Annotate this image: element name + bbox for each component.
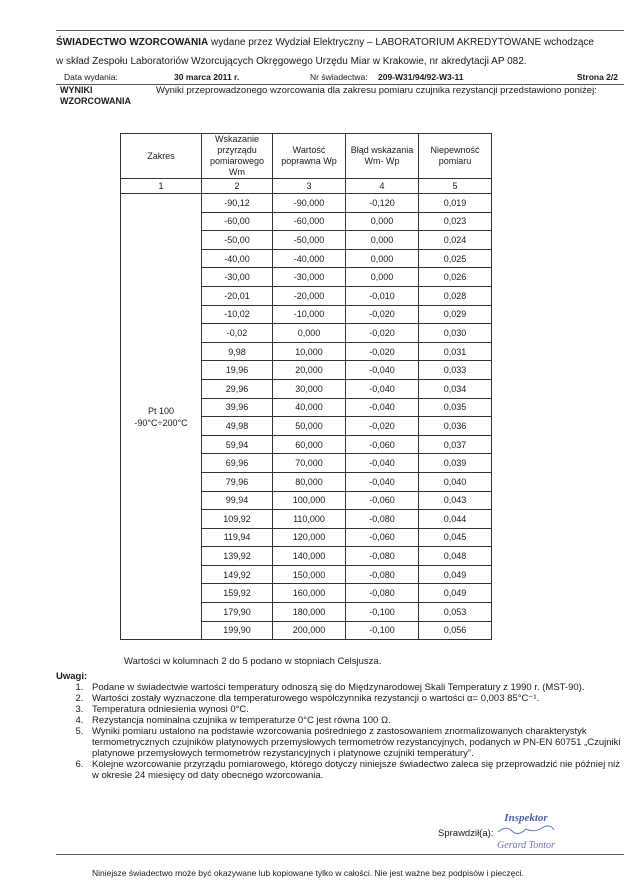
table-cell: -0,080 [346,584,419,603]
table-cell: 0,030 [419,324,492,343]
table-cell: -0,020 [346,324,419,343]
table-cell: 0,000 [346,249,419,268]
header-line-1-text: wydane przez Wydział Elektryczny – LABORATORIUM AKREDYTOWANE wchodzące [208,37,594,48]
table-cell: -40,000 [273,249,346,268]
table-cell: -40,00 [202,249,273,268]
table-cell: -0,020 [346,305,419,324]
table-cell: 99,94 [202,491,273,510]
table-header-row [121,134,492,179]
table-cell: 80,000 [273,472,346,491]
header-line-1 [56,36,594,49]
table-cell: -20,01 [202,286,273,305]
results-label [60,85,131,107]
table-cell: 30,000 [273,379,346,398]
table-column-numbers-row [121,179,492,194]
table-cell: 0,044 [419,510,492,529]
note-item: 2. Wartości zostały wyznaczone dla temperaturowego współczynnika rezystancji o wartości α= 0,003 85°C⁻¹. [86,693,624,704]
units-note: Wartości w kolumnach 2 do 5 podano w stopniach Celsjusza. [124,656,382,667]
results-intro: Wyniki przeprowadzonego wzorcowania dla zakresu pomiaru czujnika rezystancji przedstawiono poniżej: [156,85,597,96]
table-cell: 0,024 [419,231,492,250]
table-cell: 79,96 [202,472,273,491]
footer-rule [56,854,624,855]
table-cell: 19,96 [202,361,273,380]
table-cell: 60,000 [273,435,346,454]
note-item: 4. Rezystancja nominalna czujnika w temperaturze 0°C jest równa 100 Ω. [86,715,624,726]
note-item: 1. Podane w świadectwie wartości temperatury odnoszą się do Międzynarodowej Skali Temperatury z 1990 r. (MST-90). [86,682,624,693]
table-cell: -0,080 [346,547,419,566]
table-cell: 29,96 [202,379,273,398]
table-cell: -30,000 [273,268,346,287]
table-cell: 149,92 [202,565,273,584]
column-number: 5 [419,179,492,194]
table-cell: 119,94 [202,528,273,547]
table-cell: 0,033 [419,361,492,380]
table-cell: 0,000 [273,324,346,343]
table-cell: 69,96 [202,454,273,473]
inspector-stamp [496,812,556,852]
table-cell: 199,90 [202,621,273,640]
table-cell: 100,000 [273,491,346,510]
table-cell: 50,000 [273,417,346,436]
table-cell: 70,000 [273,454,346,473]
table-cell: 139,92 [202,547,273,566]
table-cell: 109,92 [202,510,273,529]
table-cell: 200,000 [273,621,346,640]
table-cell: 140,000 [273,547,346,566]
table-cell: 0,049 [419,565,492,584]
table-cell: -60,000 [273,212,346,231]
table-cell: 0,043 [419,491,492,510]
table-cell: -10,02 [202,305,273,324]
column-number: 2 [202,179,273,194]
table-cell: 49,98 [202,417,273,436]
table-cell: 40,000 [273,398,346,417]
table-cell: 0,049 [419,584,492,603]
table-cell: 0,000 [346,212,419,231]
table-cell: 120,000 [273,528,346,547]
table-cell: -0,040 [346,379,419,398]
table-cell: 0,031 [419,342,492,361]
footer-text: Niniejsze świadectwo może być okazywane lub kopiowane tylko w całości. Nie jest ważne bez podpisów i pieczęci. [92,868,524,878]
issue-date-label: Data wydania: [64,72,118,82]
column-number: 3 [273,179,346,194]
table-cell: -90,000 [273,194,346,213]
handwritten-signature-icon [496,825,556,835]
note-item: 3. Temperatura odniesienia wynosi 0°C. [86,704,624,715]
table-cell: 0,045 [419,528,492,547]
table-cell: 0,040 [419,472,492,491]
table-cell: 0,000 [346,268,419,287]
table-cell: 179,90 [202,603,273,622]
results-label-line-2: WZORCOWANIA [60,96,131,106]
table-cell: -30,00 [202,268,273,287]
table-cell: -90,12 [202,194,273,213]
table-cell: 0,056 [419,621,492,640]
column-number: 1 [121,179,202,194]
table-cell: 159,92 [202,584,273,603]
table-cell: 0,019 [419,194,492,213]
header-cell: Zakres [121,134,202,179]
table-cell: 10,000 [273,342,346,361]
table-cell: -0,060 [346,491,419,510]
stamp-name: Gerard Tontor [497,840,555,851]
table-cell: 0,039 [419,454,492,473]
table-cell: -50,000 [273,231,346,250]
table-cell: -0,080 [346,510,419,529]
table-cell: -0,020 [346,342,419,361]
page-number: Strona 2/2 [576,72,618,82]
table-cell: 20,000 [273,361,346,380]
table-cell: 160,000 [273,584,346,603]
column-number: 4 [346,179,419,194]
table-cell: -0,120 [346,194,419,213]
table-cell: -10,000 [273,305,346,324]
header-top-rule [56,30,624,31]
table-cell: 0,028 [419,286,492,305]
table-cell: -0,040 [346,398,419,417]
table-cell: 59,94 [202,435,273,454]
notes-list [56,682,624,781]
table-cell: 0,029 [419,305,492,324]
table-cell: -0,020 [346,417,419,436]
results-label-line-1: WYNIKI [60,85,93,95]
table-cell: -50,00 [202,231,273,250]
header-cell: Wskazanie przyrządu pomiarowego Wm [202,134,273,179]
results-table [120,133,492,640]
table-cell: -0,010 [346,286,419,305]
certificate-title: ŚWIADECTWO WZORCOWANIA [56,37,209,48]
table-cell: 0,026 [419,268,492,287]
table-cell: 180,000 [273,603,346,622]
table-cell: -0,040 [346,454,419,473]
range-span: -90°C÷200°C [134,417,188,428]
table-cell: 0,025 [419,249,492,268]
table-cell: -0,060 [346,528,419,547]
table-cell: 0,023 [419,212,492,231]
table-cell: 9,98 [202,342,273,361]
table-cell: 150,000 [273,565,346,584]
range-sensor: Pt 100 [147,405,175,416]
certificate-number: 209-W31/94/92-W3-11 [378,72,464,82]
table-cell: 0,037 [419,435,492,454]
table-cell: -0,040 [346,361,419,380]
stamp-title: Inspektor [504,812,548,824]
table-cell: 0,035 [419,398,492,417]
table-cell: 0,000 [346,231,419,250]
certificate-number-label: Nr świadectwa: [310,72,368,82]
table-cell: 39,96 [202,398,273,417]
signature-label: Sprawdził(a): [438,828,494,839]
note-item: 5. Wyniki pomiaru ustalono na podstawie wzorcowania pośredniego z zastosowaniem znormalizowanych charakterystyk termometrycznych czujników platynowych przemysłowych termometrów rezystancyjnych, podanych w PN-EN 60751 „Czujniki platynowe przemysłowych termometrów rezystancyjnych i platynowe czujniki temperatury”. [86,726,624,759]
table-cell: -60,00 [202,212,273,231]
table-cell: -0,02 [202,324,273,343]
header-cell: Niepewność pomiaru [419,134,492,179]
table-cell: 0,036 [419,417,492,436]
table-cell: -0,100 [346,603,419,622]
table-cell: 0,034 [419,379,492,398]
range-cell [121,194,202,640]
note-item: 6. Kolejne wzorcowanie przyrządu pomiarowego, którego dotyczy niniejsze świadectwo zaleca się przeprowadzić nie później niż w okresie 24 miesięcy od daty obecnego wzorcowania. [86,759,624,781]
header-line-2: w skład Zespołu Laboratoriów Wzorcujących Okręgowego Urzędu Miar w Krakowie, nr akredytacji AP 082. [56,56,527,67]
header-cell: Błąd wskazania Wm- Wp [346,134,419,179]
table-cell: 110,000 [273,510,346,529]
issue-date: 30 marca 2011 r. [174,72,240,82]
table-row [121,194,492,213]
table-cell: -0,100 [346,621,419,640]
table-cell: 0,048 [419,547,492,566]
table-cell: 0,053 [419,603,492,622]
table-cell: -0,040 [346,472,419,491]
header-cell: Wartość poprawna Wp [273,134,346,179]
table-cell: -20,000 [273,286,346,305]
table-cell: -0,080 [346,565,419,584]
notes-title: Uwagi: [56,671,88,682]
table-cell: -0,060 [346,435,419,454]
